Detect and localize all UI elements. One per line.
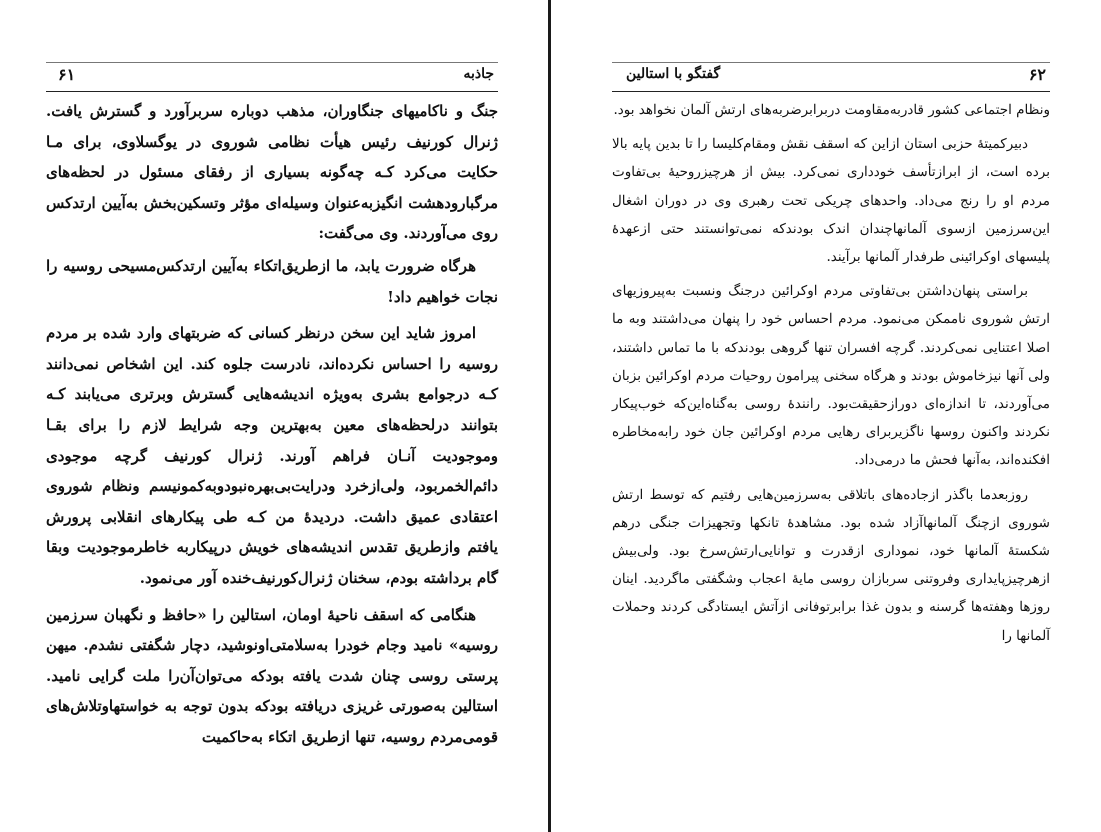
right-page-body: [612, 96, 1050, 652]
left-page: [46, 0, 498, 832]
paragraph: جنگ و ناکامیهای جنگاوران، مذهب دوباره سربرآورد و گسترش یافت. ژنرال کورنیف رئیس هیأت نظامی شوروی در یوگسلاوی، برای مـا حکایت می‌کرد کـه چه‌گونه بسیاری از رفقای مسئول در لحظه‌های مرگبارودهشت انگیزبه‌عنوان وسیله‌ای مؤثر وتسکین‌بخش به‌آیین ارتدکس روی می‌آوردند. وی می‌گفت:: [46, 102, 498, 243]
page-gutter-divider: [548, 0, 551, 832]
left-page-header: [46, 62, 498, 92]
paragraph: امروز شاید این سخن درنظر کسانی که ضربتهای وارد شده بر مردم روسیه را احساس نکرده‌اند، نادرست جلوه کند. این اشخاص نمی‌دانند کـه درجوامع بشری به‌ویژه اندیشه‌هایی گسترش وبرتری می‌یابند کـه بتوانند درلحظه‌های معین به‌بهترین وجه شرایط لازم را برای بقـا وموجودیت آنـان فراهم آورند. ژنرال کورنیف گرچه موجودی دائم‌الخمربود، ولی‌ازخرد ودرایت‌بی‌بهره‌نبودوبه‌کمونیسم ونظام شوروی اعتقادی عمیق داشت. دردیدهٔ من کـه طی پیکارهای انقلابی پرورش یافتم وازطریق تقدس اندیشه‌های خویش درپیکاربه خاطرموجودیت وبقا گام برداشته بودم، سخنان ژنرال‌کورنیف‌خنده آور می‌نمود.: [46, 324, 498, 587]
running-title: جاذبه: [463, 66, 494, 82]
paragraph: براستی پنهان‌داشتن بی‌تفاوتی مردم اوکرائین درجنگ ونسبت به‌پیروزیهای ارتش شوروی ناممکن می‌نمود. مردم احساس خود را پنهان می‌داشتند وبه ما اصلا اعتنایی نمی‌کردند. گرچه افسران تنها گروهی بودندکه با ما تماس داشتند، ولی آنها نیزخاموش بودند و هرگاه سخنی پیرامون روحیات مردم اوکرائین بزبان می‌آوردند، تا اندازه‌ای دورازحقیقت‌بود. رانندهٔ روسی به‌گناه‌این‌که خوب‌پیکار نکردند واکنون روسها ناگزیربرای رهایی مردم اوکرائین جان خود رابه‌مخاطره افکنده‌اند، به‌آنها فحش ما درمی‌داد.: [612, 283, 1050, 469]
left-page-body: [46, 96, 498, 754]
paragraph: روزبعدما باگذر ازجاده‌های باتلاقی به‌سرزمین‌هایی رفتیم که توسط ارتش شوروی ازچنگ آلمانهاآزاد شده بود. مشاهدهٔ تانکها وتجهیزات جنگی درهم شکستهٔ آلمانها خود، نموداری ازقدرت و توانایی‌ارتش‌سرخ بود. ولی‌بیش ازهرچیزپایداری وفروتنی سربازان روسی مایهٔ اعجاب وشگفتی ماگردید. اینان روزها وهفته‌ها گرسنه و بدون غذا برابرتوفانی ازآتش ایستادگی کردند وحملات آلمانها را: [612, 486, 1050, 644]
paragraph: دبیرکمیتهٔ حزبی استان ازاین که اسقف نقش ومقام‌کلیسا را تا بدین پایه بالا برده است، از ابرازتأسف خودداری نمی‌کرد. بیش از هرچیزروحیهٔ بی‌تفاوت مردم او را رنج می‌داد. واحدهای چریکی تحت رهبری وی در دوران اشغال این‌سرزمین ازسوی آلمانهاچندان اندک بودندکه نمی‌توانستند حتی ازعهدهٔ پلیسهای اوکرائینی طرفدار آلمانها برآیند.: [612, 136, 1050, 266]
right-page-header: [612, 62, 1050, 92]
right-page: [612, 0, 1050, 832]
paragraph: هنگامی که اسقف ناحیهٔ اومان، استالین را «حافظ و نگهبان سرزمین روسیه» نامید وجام خودرا به‌سلامتی‌اونوشید، دچار شگفتی نشدم. میهن پرستی روسی چنان شدت یافته بودکه می‌توان‌آن‌را ملت گرایی نامید. استالین به‌صورتی غریزی دریافته بودکه بدون توجه به خواستهاوتلاش‌های قومی‌مردم روسیه، تنها ازطریق اتکاء به‌حاکمیت: [46, 605, 498, 746]
page-number: ۶۱: [58, 65, 76, 84]
running-title: گفتگو با استالین: [626, 66, 721, 82]
page-number: ۶۲: [1028, 65, 1046, 84]
quoted-paragraph: هرگاه ضرورت یابد، ما ازطریق‌اتکاء به‌آیین ارتدکس‌مسیحی روسیه را نجات خواهیم داد!: [46, 256, 498, 306]
paragraph: ونظام اجتماعی کشور قادربه‌مقاومت دربرابرضربه‌های ارتش آلمان نخواهد بود.: [613, 102, 1050, 118]
